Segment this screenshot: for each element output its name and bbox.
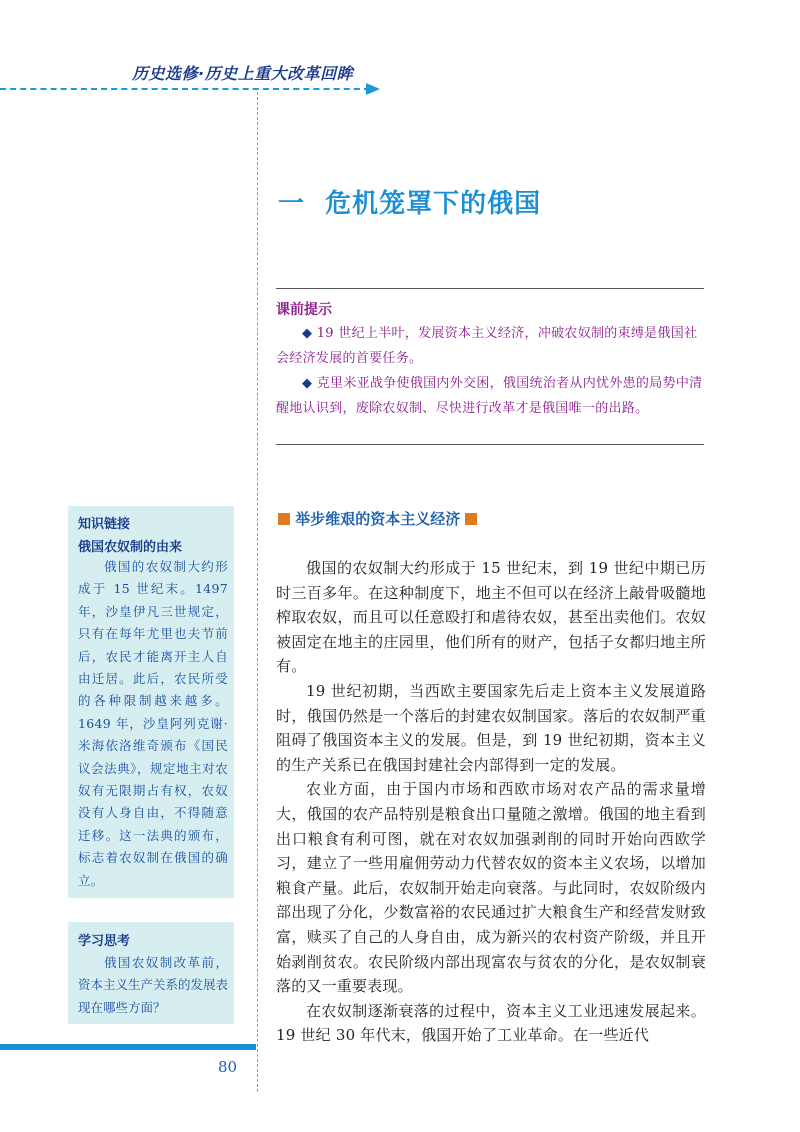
knowledge-link-text: 俄国的农奴制大约形成于 15 世纪末。1497 年，沙皇伊凡三世规定，只有在每年尤里也夫节前后，农民才能离开主人自由迁居。此后，农民所受的各种限制越来越多。1649 年，沙皇阿列克谢·米海依洛维奇颁布《国民议会法典》，规定地主对农奴有无限期占有权，农奴没有人身自由，不得随意迁移。这一法典的颁布，标志着农奴制在俄国的确立。 xyxy=(78,559,228,888)
section-heading-text: 举步维艰的资本主义经济 xyxy=(295,510,461,528)
tip-item xyxy=(276,371,704,421)
knowledge-link-heading: 知识链接 xyxy=(78,517,131,532)
study-question-heading: 学习思考 xyxy=(78,934,131,949)
lesson-title: 一 危机笼罩下的俄国 xyxy=(278,189,542,219)
tip-text: 19 世纪上半叶，发展资本主义经济，冲破农奴制的束缚是俄国社会经济发展的首要任务。 xyxy=(276,326,698,366)
tip-item xyxy=(276,321,704,371)
column-divider xyxy=(257,92,258,1092)
section-heading xyxy=(278,508,477,529)
study-question-box xyxy=(68,922,234,1024)
square-bullet-icon xyxy=(465,513,477,525)
square-bullet-icon xyxy=(278,513,290,525)
tips-heading: 课前提示 xyxy=(276,302,332,318)
diamond-bullet-icon: ◆ xyxy=(302,326,317,341)
running-title: 历史选修·历史上重大改革回眸 xyxy=(132,64,354,83)
header-divider xyxy=(0,88,370,90)
diamond-bullet-icon: ◆ xyxy=(302,376,317,391)
body-text xyxy=(276,556,706,1048)
pre-class-tips-box xyxy=(276,288,704,445)
paragraph: 19 世纪初期，当西欧主要国家先后走上资本主义发展道路时，俄国仍然是一个落后的封建农奴制国家。落后的农奴制严重阻碍了俄国资本主义的发展。但是，到 19 世纪初期，资本主义的生产关系已在俄国封建社会内部得到一定的发展。 xyxy=(276,681,706,774)
knowledge-link-subheading: 俄国农奴制的由来 xyxy=(78,540,183,555)
tip-text: 克里米亚战争使俄国内外交困，俄国统治者从内忧外患的局势中清醒地认识到，废除农奴制、尽快进行改革才是俄国唯一的出路。 xyxy=(276,376,703,416)
paragraph: 俄国的农奴制大约形成于 15 世纪末，到 19 世纪中期已历时三百多年。在这种制度下，地主不但可以在经济上敲骨吸髓地榨取农奴，而且可以任意殴打和虐待农奴，甚至出卖他们。农奴被固定在地主的庄园里，他们所有的财产，包括子女都归地主所有。 xyxy=(276,559,706,676)
footer-bar xyxy=(0,1044,256,1050)
page-number: 80 xyxy=(218,1058,238,1076)
study-question-text: 俄国农奴制改革前，资本主义生产关系的发展表现在哪些方面？ xyxy=(78,955,229,1015)
arrow-icon xyxy=(366,83,380,95)
paragraph: 在农奴制逐渐衰落的过程中，资本主义工业迅速发展起来。19 世纪 30 年代末，俄国开始了工业革命。在一些近代 xyxy=(276,1001,706,1045)
knowledge-link-box xyxy=(68,506,234,898)
paragraph: 农业方面，由于国内市场和西欧市场对农产品的需求量增大，俄国的农产品特别是粮食出口量随之激增。俄国的地主看到出口粮食有利可图，就在对农奴加强剥削的同时开始向西欧学习，建立了一些用雇佣劳动力代替农奴的资本主义农场，以增加粮食产量。此后，农奴制开始走向衰落。与此同时，农奴阶级内部出现了分化，少数富裕的农民通过扩大粮食生产和经营发财致富，赎买了自己的人身自由，成为新兴的农村资产阶级，并且开始剥削贫农。农民阶级内部出现富农与贫农的分化，是农奴制衰落的又一重要表现。 xyxy=(276,780,706,996)
